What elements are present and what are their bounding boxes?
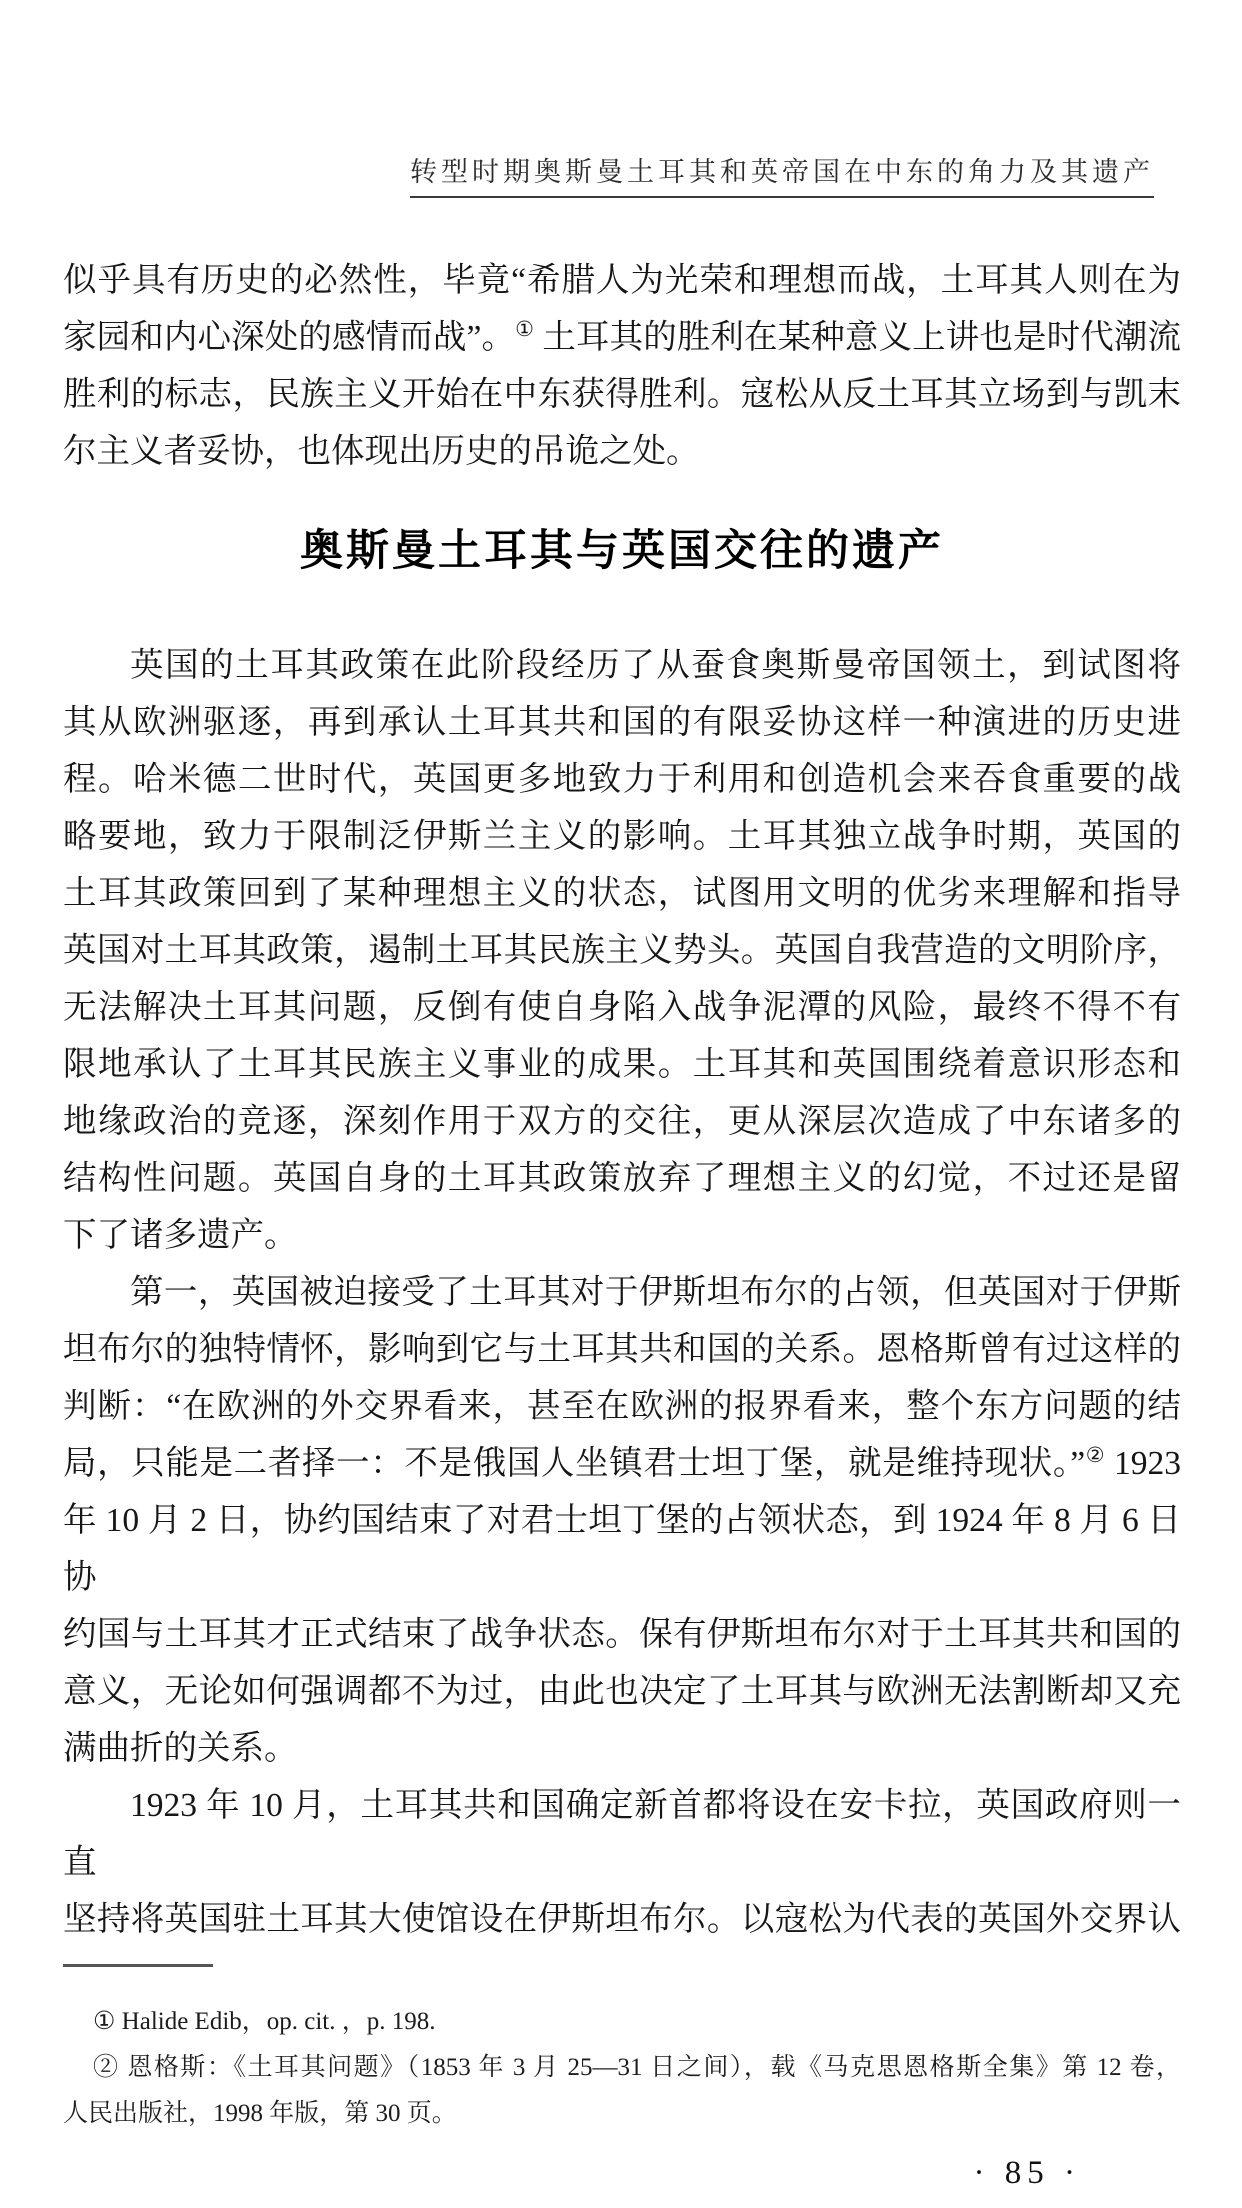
text-line: 第一，英国被迫接受了土耳其对于伊斯坦布尔的占领，但英国对于伊斯: [130, 1274, 1181, 1311]
paragraph-continuation: [63, 252, 1181, 480]
page-header: [0, 0, 1242, 198]
text-line: 程。哈米德二世时代，英国更多地致力于利用和创造机会来吞食重要的战: [63, 761, 1181, 798]
page-number: · 85 ·: [973, 2155, 1081, 2191]
text-line: 1923 年 10 月，土耳其共和国确定新首都将设在安卡拉，英国政府则一直: [63, 1787, 1181, 1881]
text-line: 似乎具有历史的必然性，毕竟“希腊人为光荣和理想而战，土耳其人则在为: [63, 262, 1181, 299]
text-line: 无法解决土耳其问题，反倒有使自身陷入战争泥潭的风险，最终不得不有: [63, 989, 1181, 1026]
text-line: 局，只能是二者择一：不是俄国人坐镇君士坦丁堡，就是维持现状。”② 1923: [63, 1443, 1182, 1482]
text-line: 判断：“在欧洲的外交界看来，甚至在欧洲的报界看来，整个东方问题的结: [63, 1388, 1181, 1425]
text-line: 约国与土耳其才正式结束了战争状态。保有伊斯坦布尔对于土耳其共和国的: [63, 1616, 1181, 1653]
text-line: 其从欧洲驱逐，再到承认土耳其共和国的有限妥协这样一种演进的历史进: [63, 704, 1181, 741]
text-line: 略要地，致力于限制泛伊斯兰主义的影响。土耳其独立战争时期，英国的: [63, 818, 1181, 855]
text-line: 满曲折的关系。: [63, 1730, 298, 1767]
footnotes: [63, 1999, 1181, 2137]
text-line: 地缘政治的竞逐，深刻作用于双方的交往，更从深层次造成了中东诸多的: [63, 1103, 1181, 1140]
running-title: 转型时期奥斯曼土耳其和英帝国在中东的角力及其遗产: [410, 150, 1154, 198]
footnote-1: ① Halide Edib，op. cit. ，p. 198.: [93, 2008, 436, 2035]
section-heading: 奥斯曼土耳其与英国交往的遗产: [300, 527, 944, 575]
text-line: 坦布尔的独特情怀，影响到它与土耳其共和国的关系。恩格斯曾有过这样的: [63, 1331, 1181, 1368]
text-line: 土耳其政策回到了某种理想主义的状态，试图用文明的优劣来理解和指导: [63, 875, 1181, 912]
text-line: 尔主义者妥协，也体现出历史的吊诡之处。: [63, 433, 700, 470]
footnote-2-continuation: 人民出版社，1998 年版，第 30 页。: [63, 2100, 457, 2127]
paragraph: [63, 1264, 1181, 1777]
text-line: 下了诸多遗产。: [63, 1217, 298, 1254]
paragraph: [63, 1777, 1181, 1948]
footnote-area: [0, 1964, 1242, 2192]
text-line: 结构性问题。英国自身的土耳其政策放弃了理想主义的幻觉，不过还是留: [63, 1160, 1181, 1197]
text-line: 限地承认了土耳其民族主义事业的成果。土耳其和英国围绕着意识形态和: [63, 1046, 1181, 1083]
text-line: 英国的土耳其政策在此阶段经历了从蚕食奥斯曼帝国领土，到试图将: [130, 647, 1181, 684]
page-body: [0, 198, 1242, 1948]
text-line: 胜利的标志，民族主义开始在中东获得胜利。寇松从反土耳其立场到与凯末: [63, 376, 1181, 413]
footnote-separator: [63, 1964, 213, 1967]
footnote-2: ② 恩格斯：《土耳其问题》（1853 年 3 月 25—31 日之间），载《马克思恩格斯全集》第 12 卷，: [93, 2054, 1181, 2081]
text-line: 意义，无论如何强调都不为过，由此也决定了土耳其与欧洲无法割断却又充: [63, 1673, 1181, 1710]
paragraph: [63, 637, 1181, 1264]
text-line: 坚持将英国驻土耳其大使馆设在伊斯坦布尔。以寇松为代表的英国外交界认: [63, 1901, 1181, 1938]
text-line: 年 10 月 2 日，协约国结束了对君士坦丁堡的占领状态，到 1924 年 8 月 6 日协: [63, 1502, 1181, 1596]
text-line: 家园和内心深处的感情而战”。① 土耳其的胜利在某种意义上讲也是时代潮流: [63, 317, 1182, 356]
text-line: 英国对土耳其政策，遏制土耳其民族主义势头。英国自我营造的文明阶序，: [63, 932, 1181, 969]
